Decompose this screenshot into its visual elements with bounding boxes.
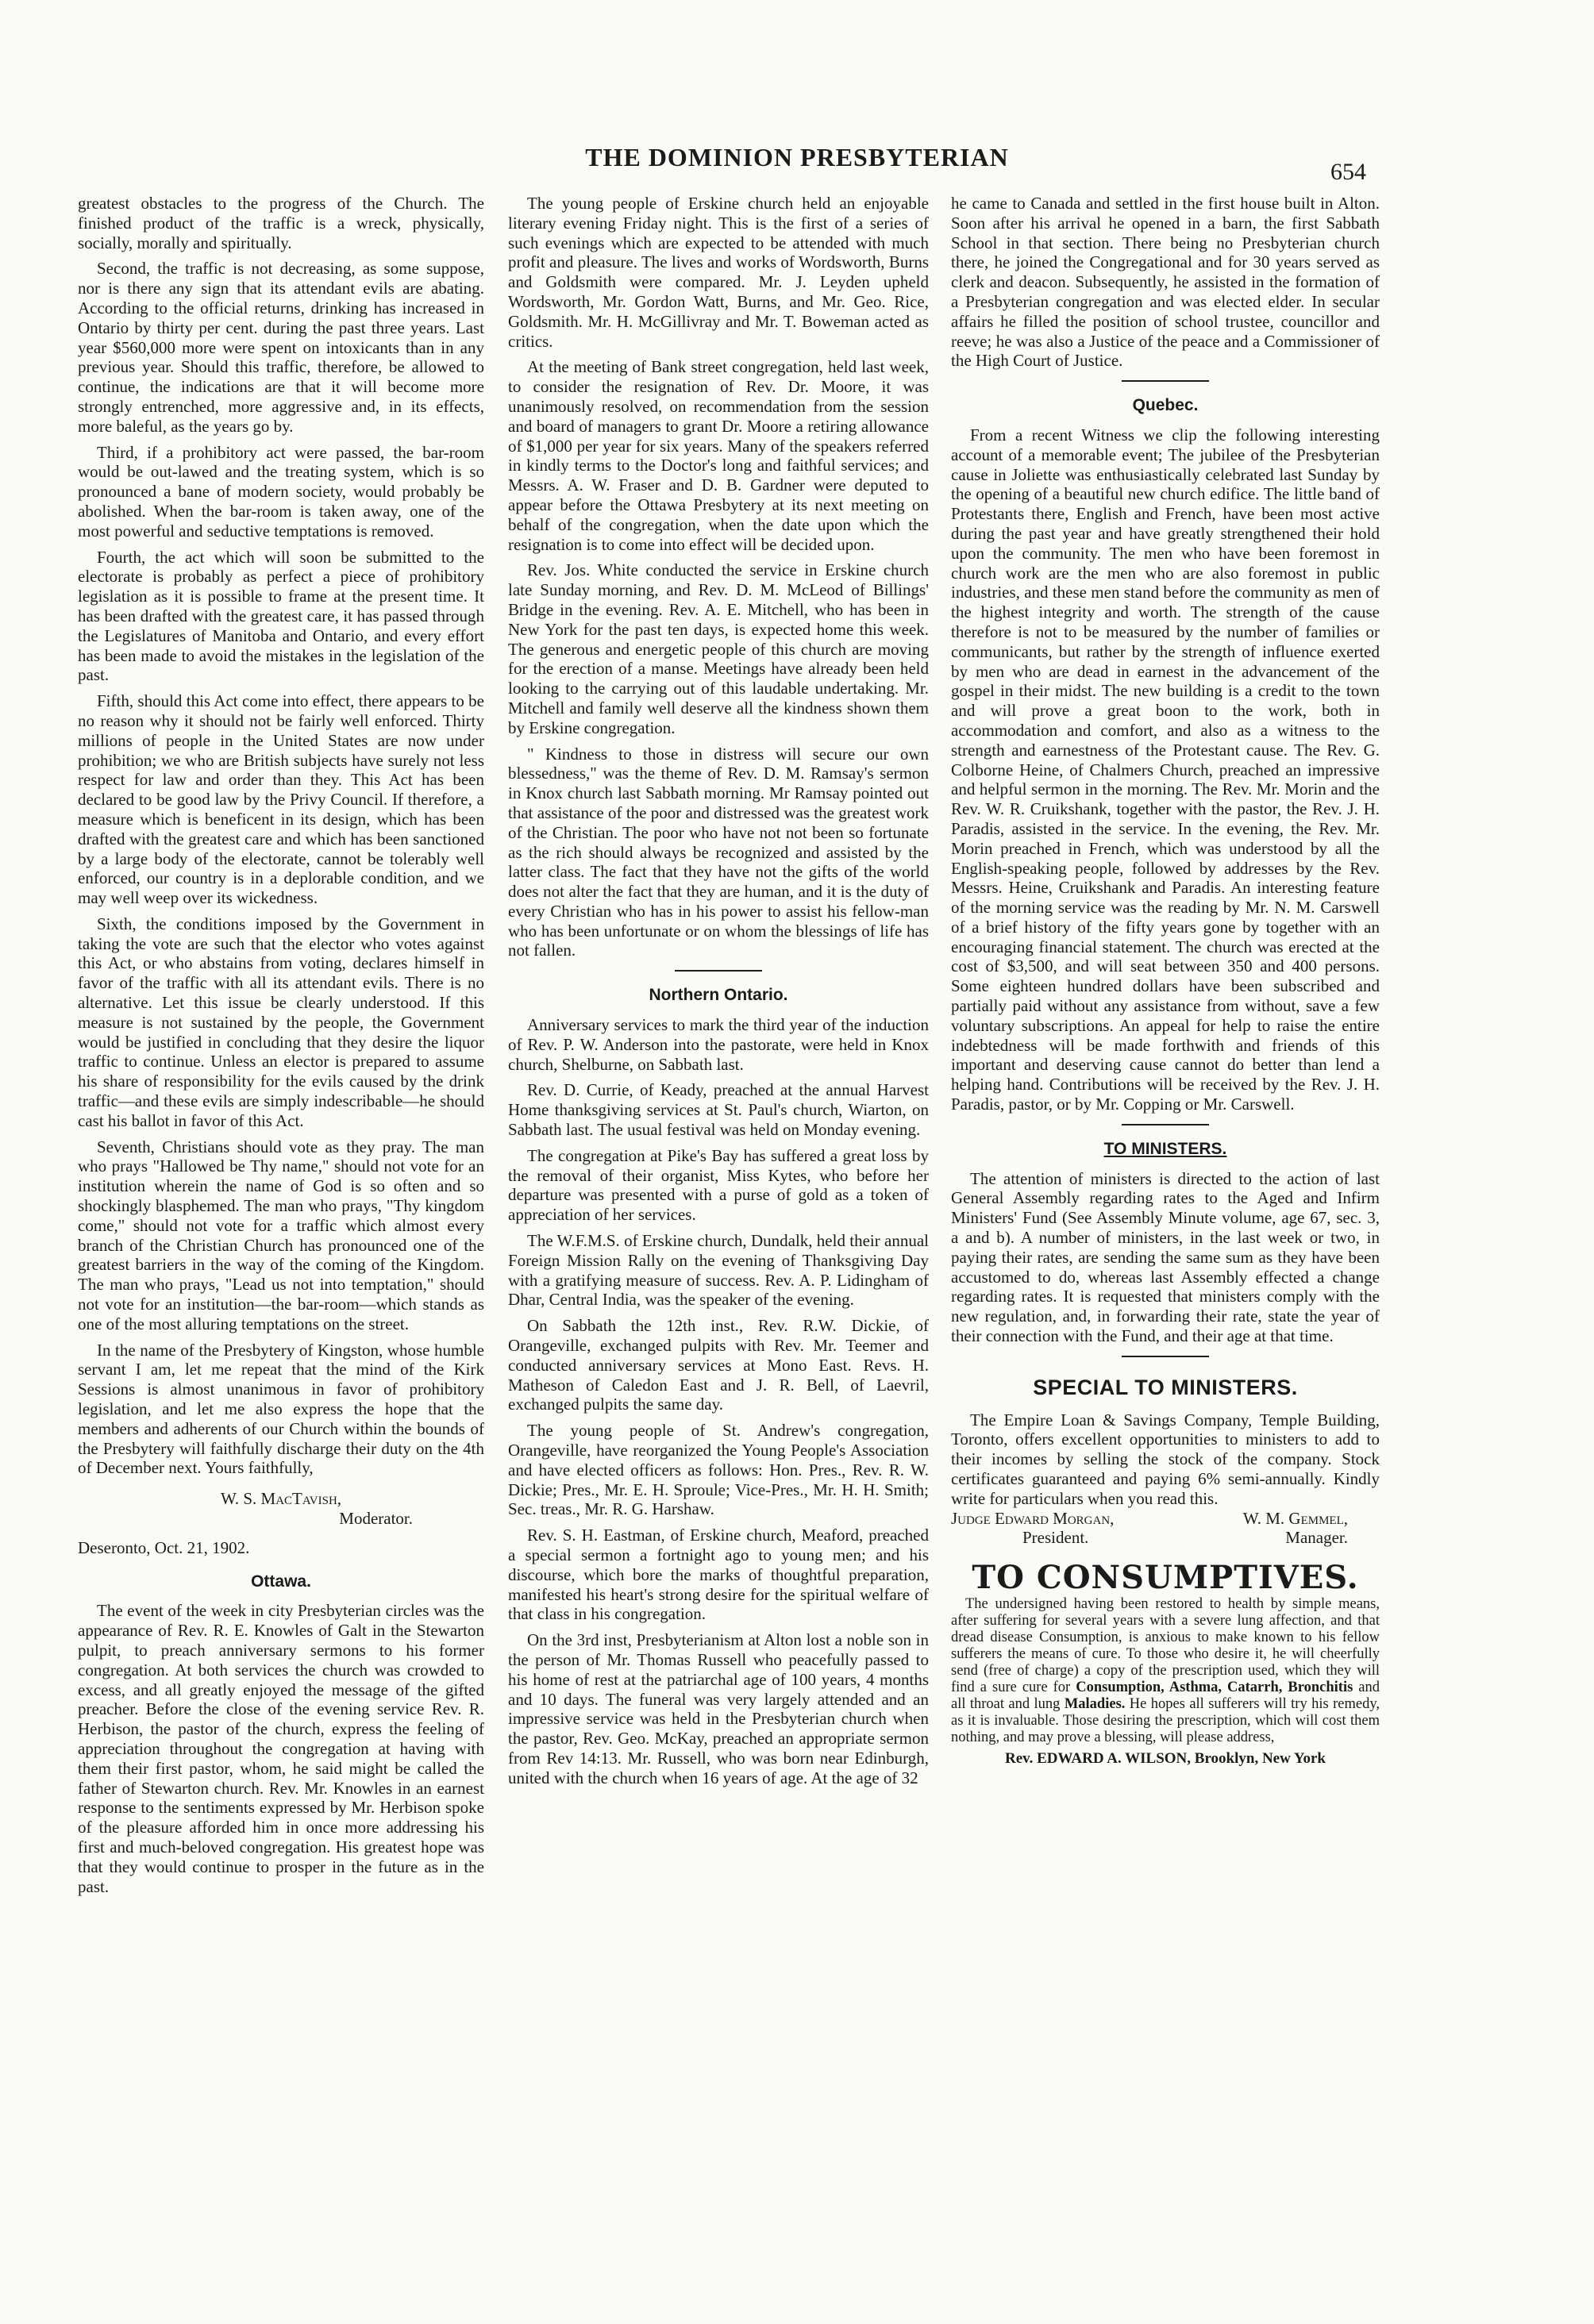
paragraph: The young people of Erskine church held an enjoyable literary evening Friday night. This is the first of a series of such evenings which are expected to be attended with much profit and pleasure. The lives and works of Wordsworth, Burns and Goldsmith were compared. Mr. J. Leyden upheld Wordsworth, Mr. Gordon Watt, Burns, and Mr. Geo. Rice, Goldsmith. Mr. H. McGillivray and Mr. T. Boweman acted as critics.	[508, 194, 929, 351]
paragraph: he came to Canada and settled in the first house built in Alton. Soon after his arrival he opened in a barn, the first Sabbath School in that section. There being no Presbyterian church there, he joined the Congregational and for 30 years served as clerk and deacon. Subsequently, he assisted in the formation of a Presbyterian congregation and was elected elder. In secular affairs he filled the position of school trustee, councillor and reeve; he was also a Justice of the peace and a Commissioner of the High Court of Justice.	[951, 194, 1380, 371]
section-heading-to-ministers: TO MINISTERS.	[1103, 1139, 1227, 1158]
paragraph: The Empire Loan & Savings Company, Temple Building, Toronto, offers excellent opportunities to ministers to add to their incomes by selling the stock of the company. Stock certificates guaranteed and paying 6% semi-annually. Kindly write for particulars when you read this.	[951, 1410, 1380, 1508]
paragraph: Seventh, Christians should vote as they pray. The man who prays "Hallowed be Thy name," should not vote for an institution wherein the name of God is so often and so shockingly blasphemed. The man who prays, "Thy kingdom come," should not vote for a traffic which almost every branch of the Christian Church has pronounced one of the greatest barriers in the way of the coming of the Kingdom. The man who prays, "Lead us not into temptation," should not vote for an institution—the bar-room—which stands as one of the most alluring temptations on the street.	[78, 1137, 484, 1333]
divider	[1122, 380, 1209, 382]
paragraph: Rev. D. Currie, of Keady, preached at the annual Harvest Home thanksgiving services at St. Paul's church, Wiarton, on Sabbath last. The usual festival was held on Monday evening.	[508, 1080, 929, 1140]
advertisement-text	[951, 1596, 1380, 1746]
paragraph: Sixth, the conditions imposed by the Government in taking the vote are such that the elector who votes against this Act, or who abstains from voting, declares himself in favor of the traffic with all its attendant evils. There is no alternative. Let this issue be clearly understood. If this measure is not sustained by the people, the Government would be justified in concluding that they desire the liquor traffic to continue. Unless an elector is prepared to assume his share of responsibility for the evils caused by the drink traffic—and these evils are simply indescribable—he should cast his ballot in favor of this Act.	[78, 914, 484, 1130]
paragraph: On the 3rd inst, Presbyterianism at Alton lost a noble son in the person of Mr. Thomas Russell who peacefully passed to his home of rest at the patriarchal age of 100 years, 4 months and 10 days. The funeral was very largely attended and an impressive service was held in the Presbyterian church when the pastor, Rev. Geo. McKay, preached an appropriate sermon from Rev 14:13. Mr. Russell, who was born near Edinburgh, united with the church when 16 years of age. At the age of 32	[508, 1630, 929, 1787]
section-heading-ottawa: Ottawa.	[251, 1572, 311, 1591]
ad-text: and all throat and lung	[951, 1680, 1380, 1712]
paragraph: In the name of the Presbytery of Kingston, whose humble servant I am, let me repeat that the mind of the Kirk Sessions is almost unanimous in favor of prohibitory legislation, and let me also express the hope that the members and adherents of our Church within the bounds of the Presbytery will faithfully discharge their duty on the 4th of December next. Yours faithfully,	[78, 1340, 484, 1478]
ad-heading-to-consumptives: TO CONSUMPTIVES.	[972, 1559, 1359, 1597]
paragraph: Third, if a prohibitory act were passed, the bar-room would be out-lawed and the treating system, which is so pronounced a bane of modern society, would probably be abolished. When the bar-room is taken away, one of the most powerful and seductive temptations is removed.	[78, 442, 484, 541]
ad-text-bold: Maladies.	[1064, 1696, 1126, 1712]
paragraph: Fifth, should this Act come into effect, there appears to be no reason why it should not be fairly well enforced. Thirty millions of people in the United States are now under prohibition; we who are British subjects have surely not less respect for law and order than they. This Act has been declared to be good law by the Privy Council. If therefore, a measure which is beneficent in its design, which has been drafted with the greatest care and which has been sanctioned by a large body of the electorate, cannot be tolerably well enforced, our country is in a deplorable condition, and we may well weep over its wickedness.	[78, 691, 484, 908]
paragraph: At the meeting of Bank street congregation, held last week, to consider the resignation of Rev. Dr. Moore, it was unanimously resolved, on recommendation from the session and board of managers to grant Dr. Moore a retiring allowance of $1,000 per year for six years. Many of the speakers referred in kindly terms to the Doctor's long and faithful services; and Messrs. A. W. Fraser and D. B. Gardner were deputed to appear before the Ottawa Presbytery at its next meeting on behalf of the congregation, when the date upon which the resignation is to come into effect will be decided upon.	[508, 357, 929, 554]
signatory-names	[951, 1509, 1380, 1529]
paragraph: Fourth, the act which will soon be submitted to the electorate is probably as perfect a piece of prohibitory legislation as it is possible to frame at the present time. It has been drafted with the greatest care, it has passed through the Legislatures of Manitoba and Ontario, and every effort has been made to avoid the mistakes in the legislation of the past.	[78, 547, 484, 685]
masthead: THE DOMINION PRESBYTERIAN	[585, 143, 1009, 171]
divider	[1122, 1356, 1209, 1357]
paragraph: The event of the week in city Presbyterian circles was the appearance of Rev. R. E. Knowles of Galt in the Stewarton pulpit, to preach anniversary sermons to his former congregation. At both services the church was crowded to excess, and all greatly enjoyed the message of the gifted preacher. Before the close of the evening service Rev. R. Herbison, the pastor of the church, express the feeling of appreciation throughout the congregation at having with them their first pastor, whom, he said might be called the father of Stewarton church. Rev. Mr. Knowles in an earnest response to the sentiments expressed by Mr. Herbison spoke of the pleasure afforded him in once more addressing his first and much-beloved congregation. His greatest hope was that they would continue to prosper in the future as in the past.	[78, 1601, 484, 1896]
signatory-roles	[951, 1528, 1380, 1548]
section-heading-northern-ontario: Northern Ontario.	[649, 986, 788, 1005]
paragraph: The W.F.M.S. of Erskine church, Dundalk, held their annual Foreign Mission Rally on the evening of Thanksgiving Day with a gratifying measure of success. Rev. A. P. Lidingham of Dhar, Central India, was the speaker of the evening.	[508, 1231, 929, 1310]
section-heading-special-to-ministers: SPECIAL TO MINISTERS.	[1033, 1375, 1298, 1399]
divider	[675, 970, 762, 972]
signature-name: W. S. MacTavish,	[220, 1489, 342, 1509]
ad-text: He hopes all sufferers will try his remedy, as it is invaluable. Those desiring the prescription, which will cost them nothing, and may prove a blessing, will please address,	[951, 1696, 1380, 1745]
signature-role: Moderator.	[339, 1509, 413, 1528]
paragraph: On Sabbath the 12th inst., Rev. R.W. Dickie, of Orangeville, exchanged pulpits with Rev. Mr. Teemer and conducted anniversary services at Mono East. Revs. H. Matheson of Caledon East and J. R. Bell, of Laevril, exchanged pulpits the same day.	[508, 1316, 929, 1414]
signatory-1-name: Judge Edward Morgan,	[951, 1508, 1115, 1528]
paragraph: The young people of St. Andrew's congregation, Orangeville, have reorganized the Young People's Association and have elected officers as follows: Hon. Pres., Rev. R. W. Dickie; Pres., Mr. E. H. Sproule; Vice-Pres., Mr. H. H. Smith; Sec. treas., Mr. R. G. Harshaw.	[508, 1421, 929, 1519]
signatory-2-role: Manager.	[1285, 1528, 1348, 1548]
signatory-2-name: W. M. Gemmel,	[1242, 1508, 1348, 1528]
paragraph: Rev. S. H. Eastman, of Erskine church, Meaford, preached a special sermon a fortnight ago to young men; and his discourse, which bore the marks of thoughtful preparation, manifested his heart's strong desire for the spiritual welfare of that class in his congregation.	[508, 1526, 929, 1624]
column-1	[78, 194, 484, 1896]
ad-signature: Rev. EDWARD A. WILSON, Brooklyn, New York	[1005, 1750, 1326, 1767]
signatory-1-role: President.	[1022, 1528, 1089, 1548]
paragraph: The attention of ministers is directed to the action of last General Assembly regarding rates to the Aged and Infirm Ministers' Fund (See Assembly Minute volume, age 67, sec. 3, a and b). A number of ministers, in the last week or two, in paying their rates, are sending the same sum as they have been accustomed to do, whereas last Assembly effected a change regarding rates. It is requested that ministers comply with the new regulation, and, in forwarding their rate, state the year of their connection with the Fund, and their age at that time.	[951, 1168, 1380, 1346]
paragraph: Rev. Jos. White conducted the service in Erskine church late Sunday morning, and Rev. D. M. McLeod of Billings' Bridge in the evening. Rev. A. E. Mitchell, who has been in New York for the past ten days, is expected home this week. The generous and energetic people of this church are moving for the erection of a manse. Meetings have already been held looking to the carrying out of this laudable undertaking. Mr. Mitchell and family well deserve all the kindness shown them by Erskine congregation.	[508, 560, 929, 737]
column-3	[951, 194, 1380, 1769]
paragraph: The congregation at Pike's Bay has suffered a great loss by the removal of their organist, Miss Kytes, who before her departure was presented with a purse of gold as a token of appreciation of her services.	[508, 1145, 929, 1225]
ad-text: The undersigned having been restored to health by simple means, after suffering for several years with a severe lung affection, and that dread disease Consumption, is anxious to make known to his fellow sufferers the means of cure. To those who desire it, he will cheerfully send (free of charge) a copy of the prescription used, which they will find a sure cure for	[951, 1596, 1380, 1695]
paragraph: Second, the traffic is not decreasing, as some suppose, nor is there any sign that its attendant evils are abating. According to the official returns, drinking has increased in Ontario by thirty per cent. during the past three years. Last year $560,000 more were spent on intoxicants than in any previous year. Should this traffic, therefore, be allowed to continue, the indications are that it will become more strongly entrenched, more aggressive and, in its effects, more baleful, as the years go by.	[78, 259, 484, 436]
dateline: Deseronto, Oct. 21, 1902.	[78, 1537, 250, 1557]
paragraph: " Kindness to those in distress will secure our own blessedness," was the theme of Rev. D. M. Ramsay's sermon in Knox church last Sabbath morning. Mr Ramsay pointed out that assistance of the poor and distressed was the greatest work of the Christian. The poor who have not not been so fortunate as the rich should always be recognized and assisted by the latter class. The fact that they have not the gifts of the world does not alter the fact that they are human, and it is the duty of every Christian who has in his power to assist his fellow-man who has been unfortunate or on whom the blessings of life has not fallen.	[508, 744, 929, 960]
paragraph: From a recent Witness we clip the following interesting account of a memorable event; The jubilee of the Presbyterian cause in Joliette was enthusiastically celebrated last Sunday by the opening of a beautiful new church edifice. The little band of Protestants there, English and French, have been most active during the past year and have greatly strengthened their hold upon the community. The men who have been foremost in church work are the men who are also foremost in public industries, and these men stand before the community as men of the highest integrity and worth. The strength of the cause therefore is not to be measured by the number of families or communicants, but rather by the strength of influence exerted by men who are dead in earnest in the advancement of the gospel in their midst. The new building is a credit to the town and will prove a great boon to the work, both in accommodation and comfort, and also as a witness to the strength and earnestness of the Protestant cause. The Rev. G. Colborne Heine, of Chalmers Church, preached an impressive and helpful sermon in the morning. The Rev. Mr. Morin and the Rev. W. R. Cruikshank, together with the pastor, the Rev. J. H. Paradis, assisted in the service. In the evening, the Rev. Mr. Morin preached in French, which was understood by all the English-speaking people, followed by addresses by the Rev. Messrs. Heine, Cruikshank and Paradis. An interesting feature of the morning service was the reading by Mr. N. M. Carswell of a brief history of the fifty years gone by together with an encouraging financial statement. The church was erected at the cost of $3,500, and will seat between 350 and 400 persons. Some eighteen hundred dollars have been subscribed and partially paid without any assistance from without, save a few voluntary subscriptions. An appeal for help to raise the entire indebtedness will be made forthwith and friends of this important and deserving cause cannot do better than lend a helping hand. Contributions will be received by the Rev. J. H. Paradis, pastor, or by Mr. Copping or Mr. Carswell.	[951, 425, 1380, 1114]
paragraph: Anniversary services to mark the third year of the induction of Rev. P. W. Anderson into the pastorate, were held in Knox church, Shelburne, on Sabbath last.	[508, 1015, 929, 1074]
divider	[1122, 1124, 1209, 1125]
section-heading-quebec: Quebec.	[1132, 396, 1199, 415]
page-number: 654	[1330, 159, 1366, 185]
column-2	[508, 194, 929, 1788]
paragraph: greatest obstacles to the progress of the Church. The finished product of the traffic is a wreck, physically, socially, morally and spiritually.	[78, 194, 484, 252]
ad-text-bold: Consumption, Asthma, Catarrh, Bronchitis	[1076, 1680, 1353, 1695]
